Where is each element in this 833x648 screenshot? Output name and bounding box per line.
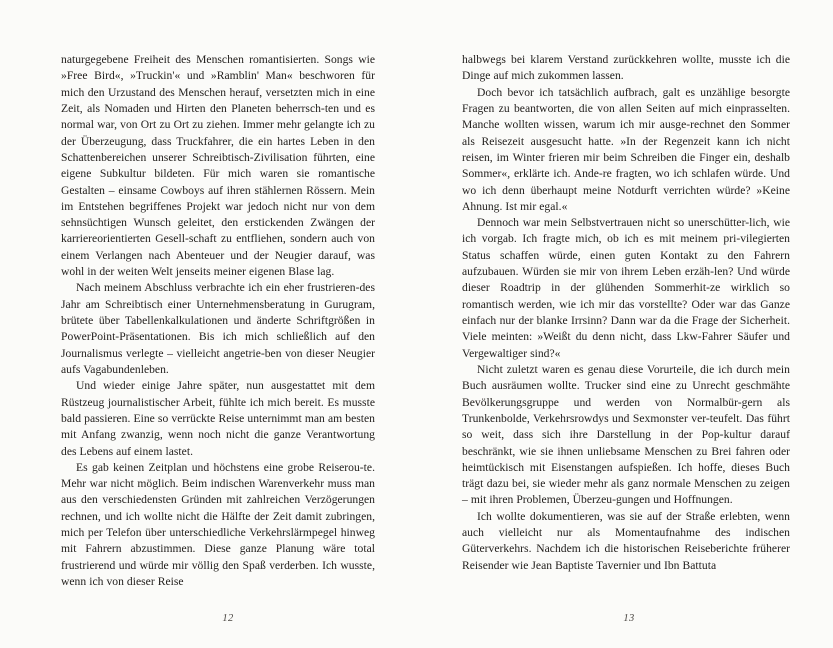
paragraph: Und wieder einige Jahre später, nun ausgestattet mit dem Rüstzeug journalistischer Arbeit, fühlte ich mich bereit. Es musste bald passieren. Eine so verrückte Reise unternimmt man am besten mit Anfang zwanzig, wenn noch nicht die ganze Verantwortung des Lebens auf einem lastet. bbox=[61, 379, 375, 458]
page-number-right: 13 bbox=[623, 613, 635, 624]
page-right-textblock bbox=[462, 52, 790, 574]
paragraph: Dennoch war mein Selbstvertrauen nicht so unerschütter-lich, wie ich vorgab. Ich fragte mich, ob ich es mit meinem pri-vilegierten Status schaffen würde, einen guten Kontakt zu den Fahrern aufzubauen. Würden sie mir von ihrem Leben erzäh-len? Und würde dieser Roadtrip in der glühenden Sommerhit-ze wirklich so romantisch werden, wie ich mir das vorstellte? Oder war das Ganze einfach nur der blanke Irrsinn? Dann war da die Frage der Sicherheit. Viele meinten: »Weißt du denn nicht, dass Lkw-Fahrer Säufer und Vergewaltiger sind?« bbox=[462, 216, 790, 360]
paragraph: Es gab keinen Zeitplan und höchstens eine grobe Reiserou-te. Mehr war nicht möglich. Beim indischen Warenverkehr muss man aus den verschiedensten Gründen mit zahlreichen Verzögerungen rechnen, und ich wollte nicht die Hälfte der Zeit damit zubringen, mich per Telefon über unterschiedliche Verkehrslärmpegel hinweg mit Fahrern abzustimmen. Diese ganze Planung wäre total frustrierend und würde mir völlig den Spaß verderben. Ich wusste, wenn ich von dieser Reise bbox=[61, 460, 375, 588]
page-number-left: 12 bbox=[222, 613, 234, 624]
paragraph: Doch bevor ich tatsächlich aufbrach, galt es unzählige besorgte Fragen zu beantworten, die von allen Seiten auf mich einprasselten. Manche wollten wissen, warum ich mir ausge-rechnet den Sommer als Reisezeit ausgesucht hatte. »In der Regenzeit kann ich nicht reisen, im Winter frieren mir beim Schreiben die Finger ein, deshalb Sommer«, erklärte ich. Ande-re fragten, wo ich schlafen würde. Und wo ich denn überhaupt meine Notdurft verrichten würde? »Keine Ahnung. Ist mir egal.« bbox=[462, 85, 790, 213]
paragraph: Nach meinem Abschluss verbrachte ich ein eher frustrieren-des Jahr am Schreibtisch einer Unternehmensberatung in Gurugram, brütete über Tabellenkalkulationen und änderte Schriftgrößen in PowerPoint-Präsentationen. Bis ich mich schließlich auf den Journalismus verlegte – vielleicht angetrie-ben von dieser Neugier aufs Vagabundenleben. bbox=[61, 281, 375, 376]
paragraph: naturgegebene Freiheit des Menschen romantisierten. Songs wie »Free Bird«, »Truckin'« und »Ramblin' Man« beschworen für mich den Urzustand des Menschen herauf, versetzten mich in eine Zeit, als Nomaden und Hirten den Planeten beherrsch-ten und es normal war, von Ort zu Ort zu ziehen. Immer mehr gelangte ich zu der Überzeugung, dass Truckfahrer, die ein hartes Leben in den Schattenbereichen unserer Schreibtisch-Zivilisation führten, eine eigene Subkultur bildeten. Für mich waren sie romantische Gestalten – einsame Cowboys auf ihren stählernen Rössern. Mein im Entstehen begriffenes Projekt war jedoch nicht nur von dem sehnsüchtigen Wunsch geleitet, den erstickenden Zwängen der karriereorientierten Gesell-schaft zu entfliehen, sondern auch von einem Verlangen nach Abenteuer und der Neugier darauf, was wohl in der weiten Welt jenseits meiner eigenen Blase lag. bbox=[61, 53, 375, 279]
paragraph: Ich wollte dokumentieren, was sie auf der Straße erlebten, wenn auch vielleicht nur als Momentaufnahme des indischen Güterverkehrs. Nachdem ich die historischen Reiseberichte früherer Reisender wie Jean Baptiste Tavernier und Ibn Battuta bbox=[462, 509, 790, 572]
paragraph: halbwegs bei klarem Verstand zurückkehren wollte, musste ich die Dinge auf mich zukommen lassen. bbox=[462, 53, 790, 83]
page-left-textblock bbox=[61, 52, 375, 590]
page-right bbox=[417, 0, 833, 648]
page-left bbox=[0, 0, 416, 648]
paragraph: Nicht zuletzt waren es genau diese Vorurteile, die ich durch mein Buch ausräumen wollte. Trucker sind eine zu Unrecht geschmähte Bevölkerungsgruppe und werden von Normalbür-gern als Trunkenbolde, Verkehrsrowdys und Sexmonster ver-teufelt. Das führt so weit, dass sich ihre Darstellung in der Pop-kultur darauf beschränkt, wie sie ihnen unliebsame Menschen zu Brei fahren oder heimtückisch mit Eisenstangen aufspießen. Ich hoffe, dieses Buch trägt dazu bei, sie wieder mehr als ganz normale Menschen zu zeigen – mit ihren Problemen, Überzeu-gungen und Hoffnungen. bbox=[462, 362, 790, 507]
